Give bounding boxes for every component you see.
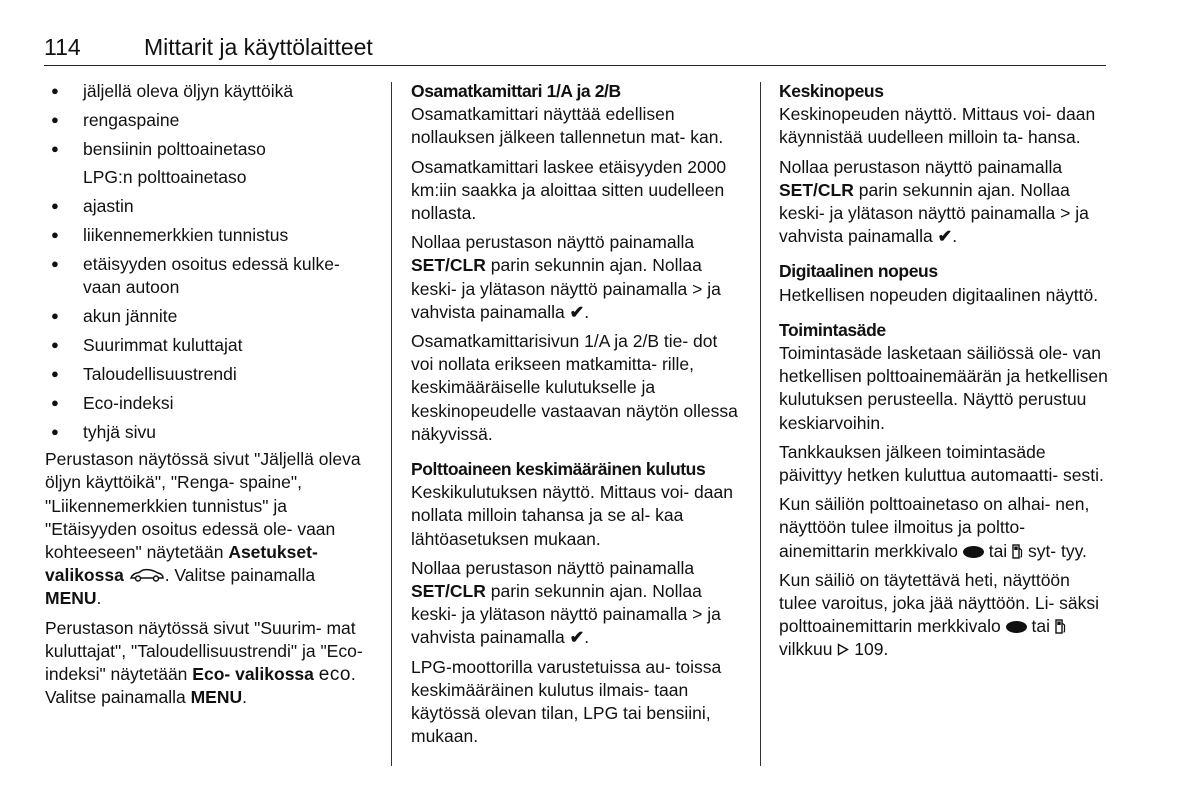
column-2 [411,80,741,748]
list-item: ● ajastin [45,195,375,218]
paragraph: Perustason näytössä sivut "Suurim‐ mat kuluttajat", "Taloudellisuustrendi" ja "Eco-indeksi" näytetään Eco- valikossa eco. Valitse painamalla MENU. [45,617,363,708]
paragraph: Hetkellisen nopeuden digitaalinen näyttö. [779,284,1099,305]
column-1 [45,80,375,709]
paragraph: Kun säiliön polttoainetaso on alhai‐ nen, näyttöön tulee ilmoitus ja poltto‐ ainemittarin merkkivalo tai syt‐ tyy. [779,494,1090,561]
column-divider [760,82,761,766]
column-divider [391,82,392,766]
paragraph: Tankkauksen jälkeen toimintasäde päivittyy hetken kuluttua automaatti‐ sesti. [779,441,1104,486]
section-heading: Polttoaineen keskimääräinen kulutus [411,459,706,480]
car-settings-icon [129,568,165,582]
paragraph: LPG-moottorilla varustetuissa au‐ toissa keskimääräinen kulutus ilmais‐ taan käytössä olevan tilan, LPG tai bensiini, mukaan. [411,656,722,747]
paragraph: Kun säiliö on täytettävä heti, näyttöön tulee varoitus, joka jää näyttöön. Li‐ säksi polttoainemittarin merkkivalo tai vilkkuu 109. [779,569,1100,660]
list-item: ● bensiinin polttoainetaso [45,138,375,161]
paragraph: Osamatkamittarisivun 1/A ja 2/B tie‐ dot voi nollata erikseen matkamitta‐ rille, keskimääräiselle kulutukselle ja keskinopeudelle vastaavan näytön ollessa näkyvissä. [411,331,738,444]
list-item: ● rengaspaine [45,109,375,132]
list-item: ● liikennemerkkien tunnistus [45,224,375,247]
section-trip-odometer [411,80,741,446]
fuel-pump-icon [1012,544,1023,559]
paragraph: Keskinopeuden näyttö. Mittaus voi‐ daan käynnistää uudelleen milloin ta‐ hansa. [779,104,1096,148]
section-average-consumption [411,458,741,748]
paragraph: Osamatkamittari laskee etäisyyden 2000 km:iin saakka ja aloittaa sitten uudelleen nollasta. [411,156,727,224]
chapter-title: Mittarit ja käyttölaitteet [144,34,373,60]
eco-icon: eco [318,664,351,686]
list-item: ● akun jännite [45,305,375,328]
set-clr-label: SET/CLR [411,581,486,602]
set-clr-label: SET/CLR [411,255,486,276]
paragraph: Perustason näytössä sivut "Jäljellä oleva öljyn käyttöikä", "Renga‐ spaine", "Liikennemerkkien tunnistus" ja "Etäisyyden osoitus edessä ole‐ vaan kohteeseen" näytetään Asetukset-valikossa . Valitse painamalla MENU. [45,449,361,609]
section-heading: Toimintasäde [779,319,886,340]
section-heading: Keskinopeus [779,81,884,101]
section-range [779,319,1109,662]
warning-lamp-icon [963,546,984,558]
paragraph: Nollaa perustason näyttö painamalla SET/CLR parin sekunnin ajan. Nollaa keski- ja ylätason näyttö painamalla > ja vahvista painamalla ✔. [411,232,721,322]
page-number: 114 [44,34,81,60]
list-item: LPG:n polttoainetaso [83,167,247,187]
list-item: ● jäljellä oleva öljyn käyttöikä [45,80,375,103]
bullet-list [45,80,375,444]
paragraph: Osamatkamittari näyttää edellisen nollauksen jälkeen tallennetun mat‐ kan. [411,104,724,148]
page-reference[interactable]: 109. [854,639,889,660]
menu-button-label: MENU [190,687,243,708]
set-clr-label: SET/CLR [779,179,854,200]
page-header [44,30,1106,66]
list-item: ● Eco-indeksi [45,392,375,415]
paragraph: Toimintasäde lasketaan säiliössä ole‐ van hetkellisen polttoainemäärän ja hetkellisen kulutuksen perusteella. Näyttö perustuu keskiarvoihin. [779,343,1108,433]
check-icon: ✔ [937,226,953,247]
list-item: ● tyhjä sivu [45,421,375,444]
paragraph: Nollaa perustason näyttö painamalla SET/CLR parin sekunnin ajan. Nollaa keski- ja ylätason näyttö painamalla > ja vahvista painamalla ✔. [411,557,721,648]
eco-menu-label: Eco- valikossa [192,664,314,685]
menu-button-label: MENU [45,588,97,609]
column-3 [779,80,1109,662]
list-item: ● Suurimmat kuluttajat [45,334,375,357]
fuel-pump-icon [1055,619,1066,634]
warning-lamp-icon [1006,621,1027,633]
page-reference-arrow-icon [837,643,849,656]
section-heading: Digitaalinen nopeus [779,261,938,282]
section-heading: Osamatkamittari 1/A ja 2/B [411,81,621,101]
check-icon: ✔ [569,627,585,648]
settings-menu-label: Asetukset-valikossa [45,542,318,586]
check-icon: ✔ [569,301,585,322]
paragraph: Keskikulutuksen näyttö. Mittaus voi‐ daan nollata milloin tahansa ja se al‐ kaa lähtöasetuksen mukaan. [411,482,733,549]
section-digital-speed [779,260,1109,306]
list-item: ● etäisyyden osoitus edessä kulke‐ vaan autoon [45,253,375,299]
paragraph: Nollaa perustason näyttö painamalla SET/CLR parin sekunnin ajan. Nollaa keski- ja ylätason näyttö painamalla > ja vahvista painamalla ✔. [779,156,1089,247]
list-item: ● Taloudellisuustrendi [45,363,375,386]
section-average-speed [779,80,1109,248]
